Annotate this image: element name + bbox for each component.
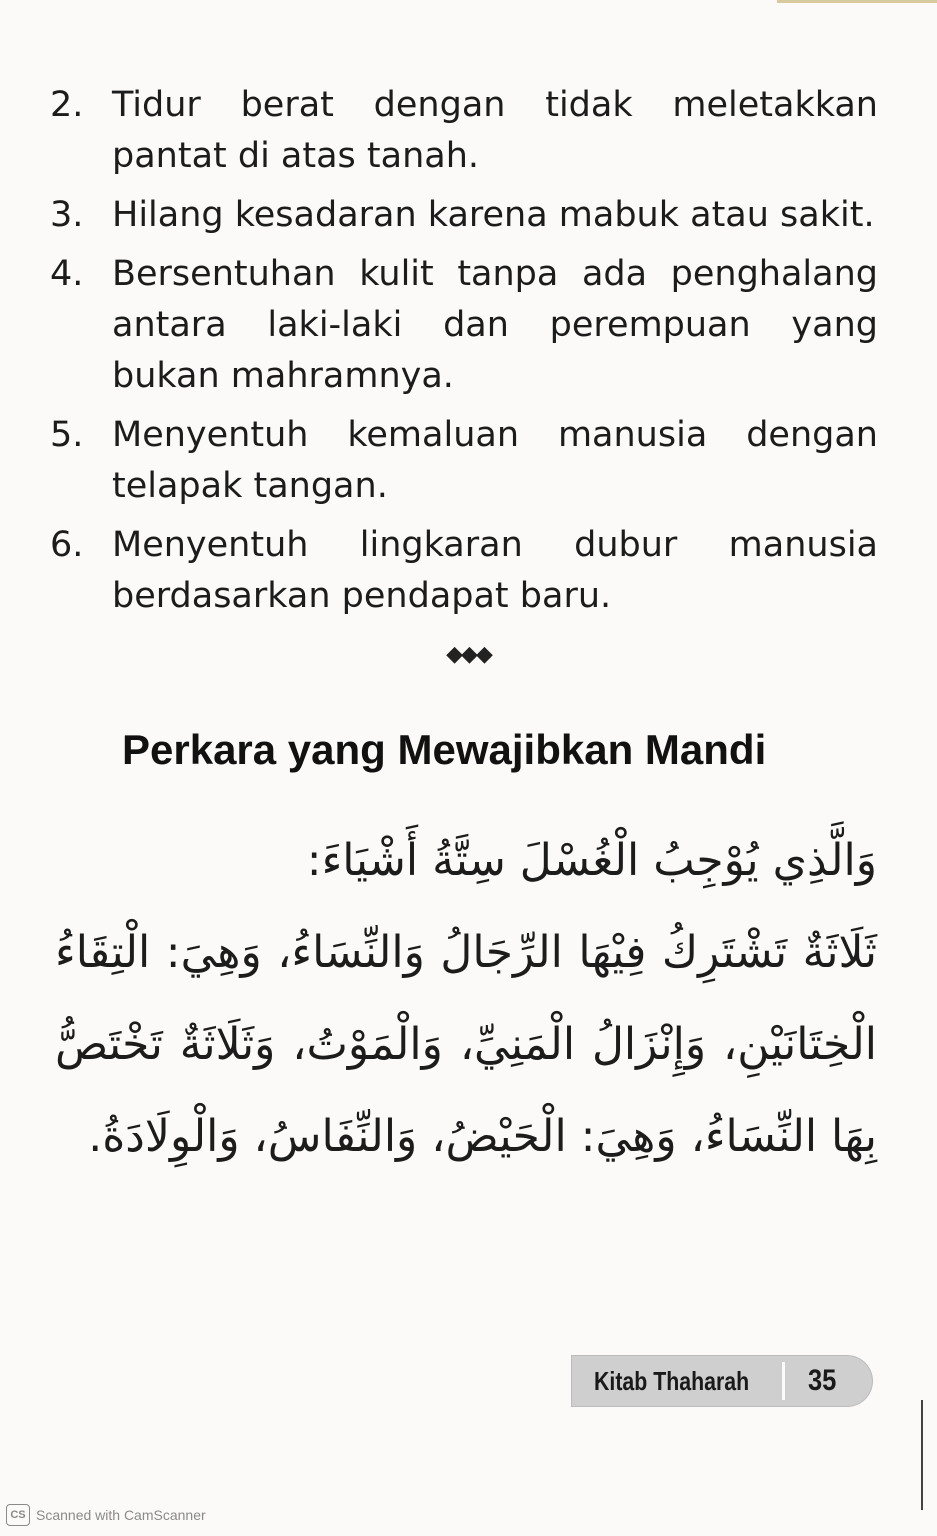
footer-divider — [782, 1362, 785, 1400]
list-item-number: 6. — [50, 525, 84, 565]
section-divider-ornament: ◆◆◆ — [446, 642, 491, 667]
section-title: Perkara yang Mewajibkan Mandi — [122, 726, 767, 773]
numbered-list — [50, 80, 878, 630]
list-item-text: Tidur berat dengan tidak meletakkan pantat di atas tanah. — [112, 85, 878, 176]
list-item — [50, 190, 878, 241]
watermark-text: Scanned with CamScanner — [36, 1507, 206, 1523]
scanner-watermark — [6, 1504, 206, 1526]
arabic-text-block — [55, 815, 877, 1183]
list-item — [50, 410, 878, 512]
list-item-number: 5. — [50, 415, 84, 455]
arabic-line: وَالَّذِي يُوْجِبُ الْغُسْلَ سِتَّةُ أَشْيَاءَ: — [306, 835, 877, 886]
arabic-line: بِهَا النِّسَاءُ، وَهِيَ: الْحَيْضُ، وَالنِّفَاسُ، وَالْوِلَادَةُ. — [88, 1111, 877, 1162]
camscanner-logo-icon: CS — [6, 1504, 30, 1526]
footer-book-title: Kitab Thaharah — [594, 1366, 750, 1396]
list-item-text: Menyentuh kemaluan manusia dengan telapak tangan. — [112, 415, 878, 506]
top-edge-rule — [777, 0, 937, 3]
list-item — [50, 249, 878, 402]
footer-tab — [572, 1356, 872, 1406]
arabic-line: ثَلَاثَةٌ تَشْتَرِكُ فِيْهَا الرِّجَالُ وَالنِّسَاءُ، وَهِيَ: الْتِقَاءُ — [55, 927, 877, 978]
list-item-number: 4. — [50, 254, 84, 294]
list-item-text: Bersentuhan kulit tanpa ada penghalang antara laki-laki dan perempuan yang bukan mahramnya. — [112, 254, 878, 396]
list-item-text: Menyentuh lingkaran dubur manusia berdasarkan pendapat baru. — [112, 525, 878, 616]
list-item-text: Hilang kesadaran karena mabuk atau sakit. — [112, 195, 875, 235]
list-item — [50, 80, 878, 182]
page-number: 35 — [808, 1364, 837, 1397]
list-item-number: 3. — [50, 195, 84, 235]
list-item — [50, 520, 878, 622]
arabic-line: الْخِتَانَيْنِ، وَإِنْزَالُ الْمَنِيِّ، وَالْمَوْتُ، وَثَلَاثَةٌ تَخْتَصُّ — [55, 1019, 877, 1070]
page-edge-line — [921, 1400, 923, 1510]
list-item-number: 2. — [50, 85, 84, 125]
